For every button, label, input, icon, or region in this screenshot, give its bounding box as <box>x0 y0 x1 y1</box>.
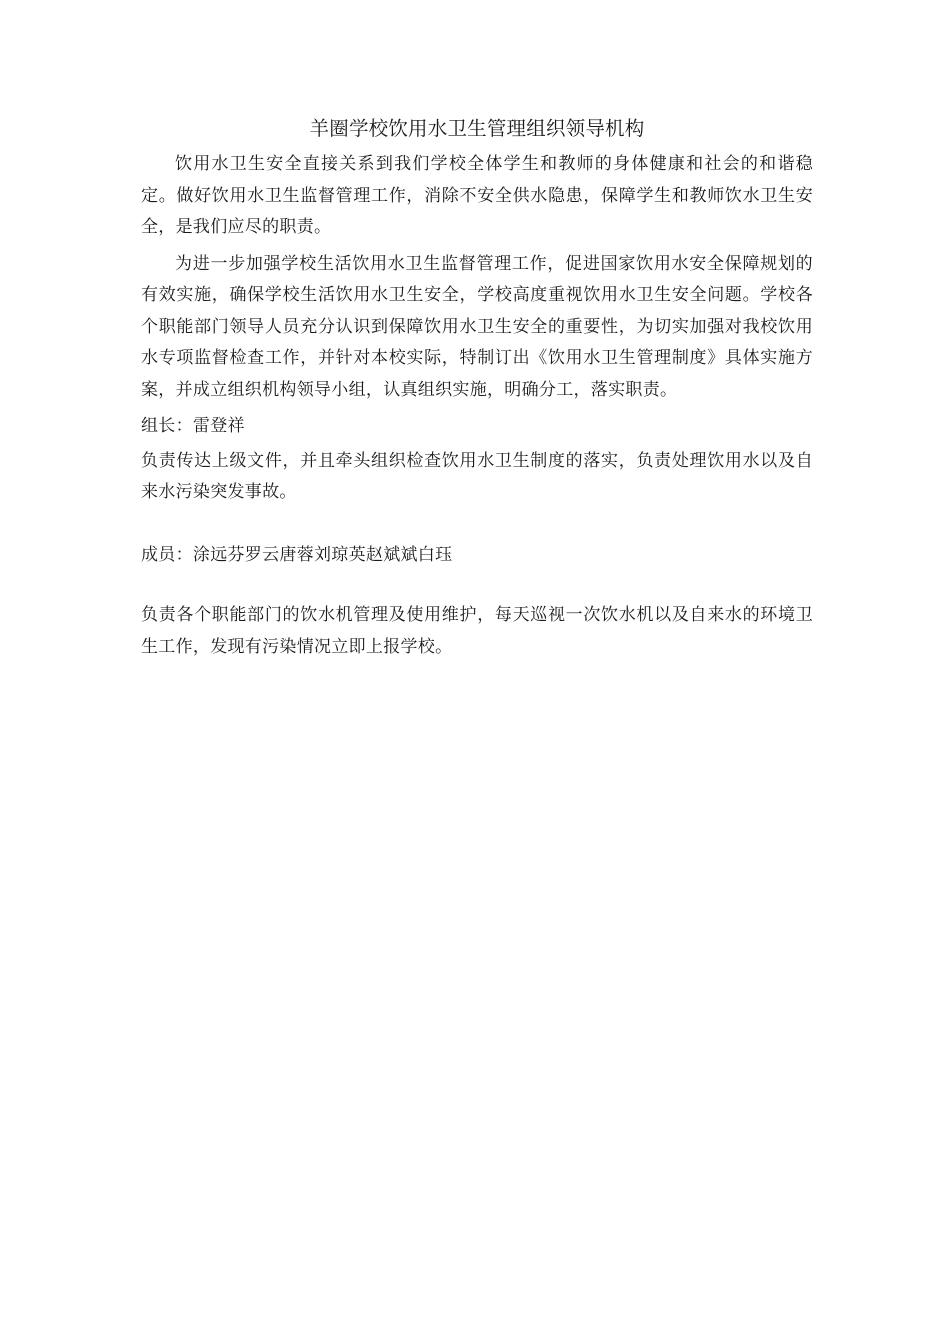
intro-paragraph: 饮用水卫生安全直接关系到我们学校全体学生和教师的身体健康和社会的和谐稳定。做好饮用水卫生监督管理工作，消除不安全供水隐患，保障学生和教师饮水卫生安全，是我们应尽的职责。 <box>141 154 813 237</box>
document-title: 羊圈学校饮用水卫生管理组织领导机构 <box>309 117 645 140</box>
purpose-paragraph: 为进一步加强学校生活饮用水卫生监督管理工作，促进国家饮用水安全保障规划的有效实施，确保学校生活饮用水卫生安全，学校高度重视饮用水卫生安全问题。学校各个职能部门领导人员充分认识到保障饮用水卫生安全的重要性，为切实加强对我校饮用水专项监督检查工作，并针对本校实际，特制订出《饮用水卫生管理制度》具体实施方案，并成立组织机构领导小组，认真组织实施，明确分工，落实职责。 <box>141 253 813 400</box>
leader-duty-paragraph: 负责传达上级文件，并且牵头组织检查饮用水卫生制度的落实，负责处理饮用水以及自来水污染突发事故。 <box>141 450 813 502</box>
document-body <box>141 113 813 668</box>
spacer <box>141 574 813 600</box>
members-duty-paragraph: 负责各个职能部门的饮水机管理及使用维护，每天巡视一次饮水机以及自来水的环境卫生工作，发现有污染情况立即上报学校。 <box>141 605 813 657</box>
spacer <box>141 514 813 540</box>
leader-line: 组长：雷登祥 <box>141 416 245 436</box>
members-line: 成员：涂远芬罗云唐蓉刘琼英赵斌斌白珏 <box>141 544 453 565</box>
